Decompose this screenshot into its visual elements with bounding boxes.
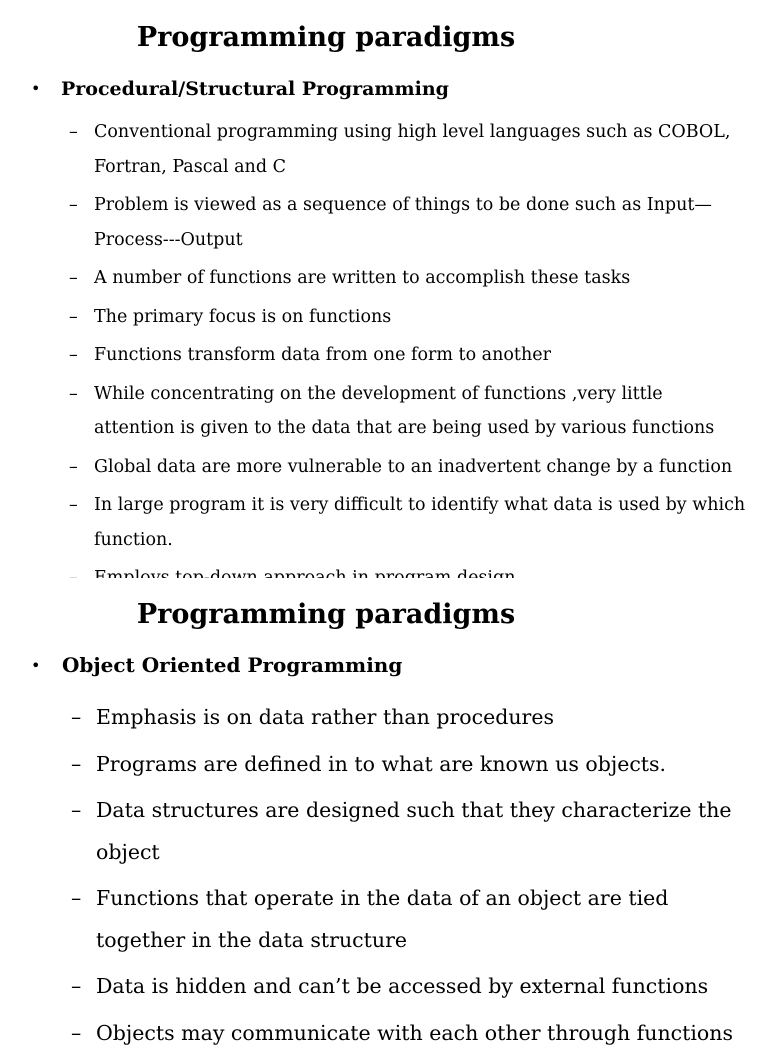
list-item: [0, 744, 744, 786]
list-item: [0, 488, 746, 557]
slide-title: Programming paradigms: [136, 22, 516, 53]
list-item-text: Programs are defined in to what are known us objects.: [96, 751, 667, 776]
list-item: [0, 450, 746, 485]
main-bullet: [0, 76, 768, 104]
dash-icon: –: [71, 886, 82, 910]
list-item-text: The primary focus is on functions: [94, 306, 392, 327]
dash-icon: –: [71, 798, 82, 822]
list-item-text: Conventional programming using high level languages such as COBOL, Fortran, Pascal and C: [94, 122, 731, 177]
dash-icon: –: [69, 122, 78, 142]
list-item-text: While concentrating on the development of functions ,very little attention is given to the data that are being used by various functions: [94, 383, 715, 438]
list-item: [0, 300, 746, 335]
dash-icon: –: [71, 974, 82, 998]
dash-icon: –: [71, 1020, 82, 1045]
sub-point-list: [0, 697, 768, 1059]
list-item-text: Emphasis is on data rather than procedures: [96, 705, 554, 729]
dash-icon: –: [69, 383, 78, 404]
list-item-text: Global data are more vulnerable to an inadvertent change by a function: [94, 456, 733, 477]
dash-icon: –: [69, 268, 78, 288]
slide-title: Programming paradigms: [136, 599, 516, 630]
dash-icon: –: [69, 456, 78, 477]
dash-icon: –: [71, 705, 82, 729]
list-item-text: Functions transform data from one form to another: [94, 345, 551, 365]
list-item-text: In large program it is very difficult to identify what data is used by which function.: [94, 495, 746, 550]
bullet-heading: Object Oriented Programming: [62, 653, 403, 677]
bullet-dot-icon: •: [31, 79, 41, 98]
list-item: [0, 338, 746, 373]
dash-icon: –: [69, 195, 78, 215]
list-item-text: Data structures are designed such that they characterize the object: [96, 798, 732, 864]
list-item: [0, 697, 744, 739]
list-item-text: A number of functions are written to accomplish these tasks: [94, 268, 631, 288]
list-item-text: Objects may communicate with each other through functions: [96, 1020, 733, 1045]
bullet-dot-icon: •: [31, 656, 41, 675]
dash-icon: –: [71, 751, 82, 776]
list-item-text: Problem is viewed as a sequence of things to be done such as Input—Process---Output: [94, 195, 712, 250]
list-item: [0, 878, 744, 961]
dash-icon: –: [69, 306, 78, 327]
dash-icon: –: [69, 345, 78, 365]
dash-icon: –: [69, 495, 78, 515]
list-item: [0, 261, 746, 296]
slide-object-oriented: [0, 578, 768, 1045]
list-item: [0, 188, 746, 257]
list-item: [0, 377, 746, 446]
list-item: [0, 966, 744, 1008]
main-bullet: [0, 651, 768, 681]
list-item: [0, 115, 746, 184]
bullet-heading: Procedural/Structural Programming: [61, 78, 449, 100]
sub-point-list: [0, 115, 768, 600]
list-item: [0, 1013, 744, 1055]
list-item-text: Data is hidden and can’t be accessed by external functions: [96, 974, 709, 998]
list-item: [0, 790, 744, 873]
list-item-text: Functions that operate in the data of an object are tied together in the data structure: [96, 886, 669, 952]
